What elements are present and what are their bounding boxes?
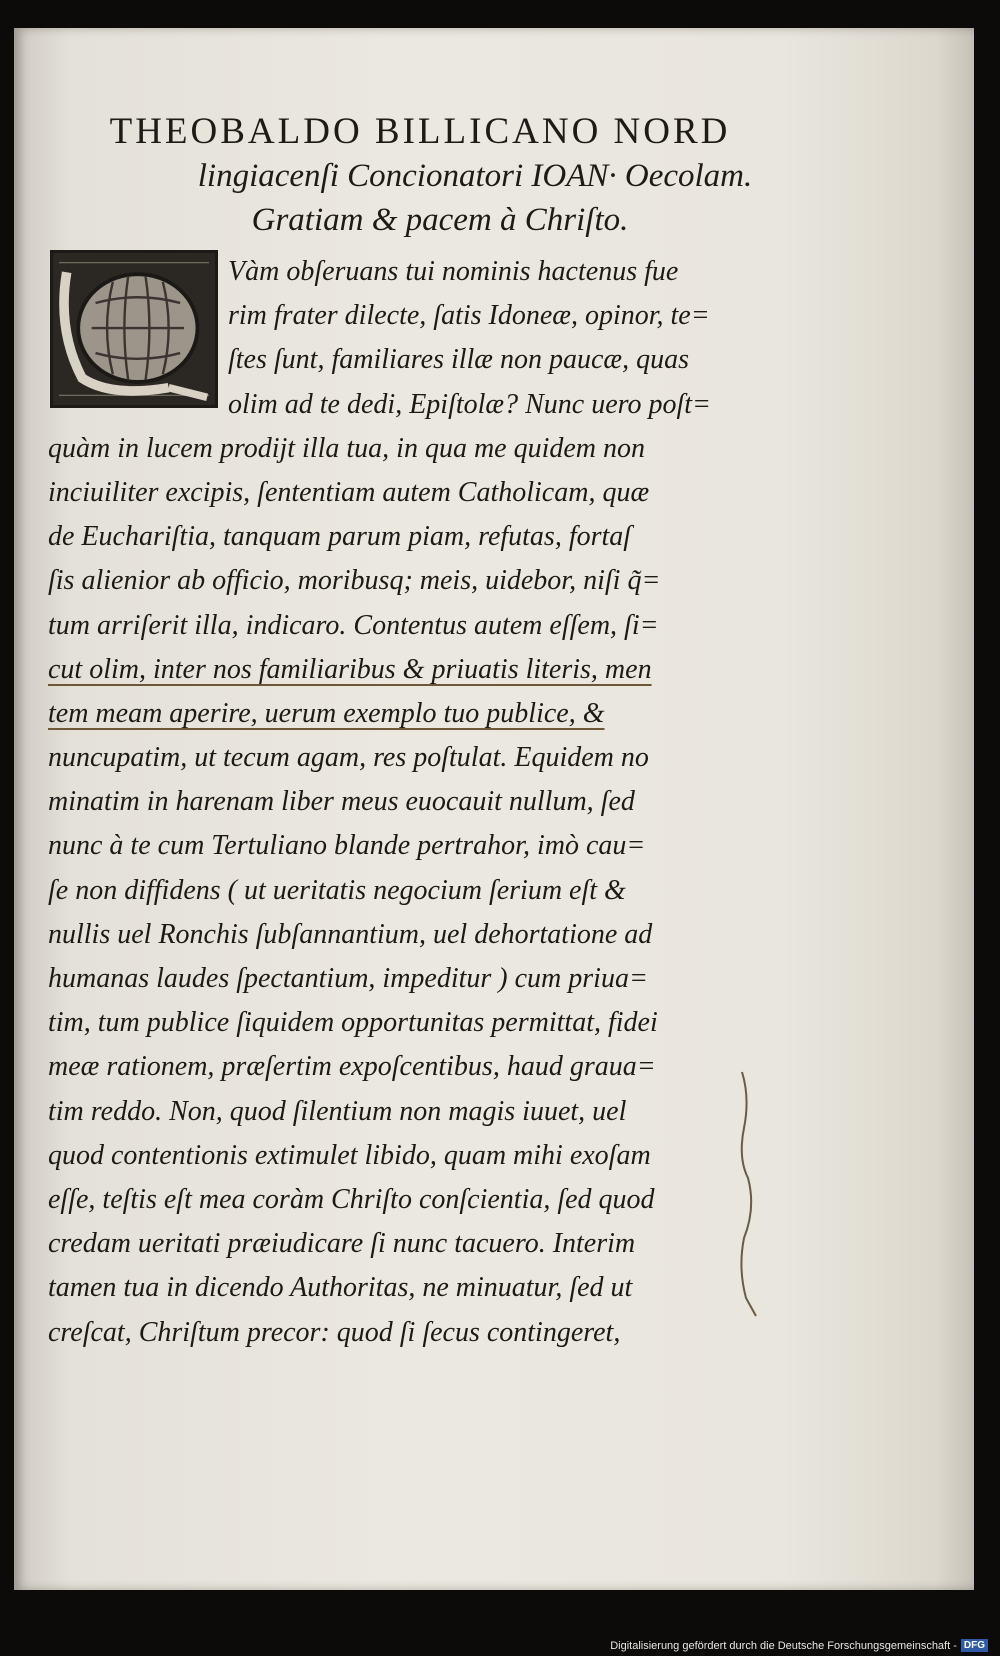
- text-line: minatim in harenam liber meus euocauit nullum, ſed: [48, 786, 635, 818]
- text-line: tum arriſerit illa, indicaro. Contentus autem eſſem, ſi=: [48, 609, 659, 641]
- text-line-underlined: tem meam aperire, uerum exemplo tuo publice, &: [48, 697, 605, 729]
- text-line: quod contentionis extimulet libido, quam mihi exoſam: [48, 1139, 651, 1171]
- text-line: quàm in lucem prodijt illa tua, in qua me quidem non: [48, 432, 646, 464]
- text-line: ſe non diffidens ( ut ueritatis negocium ſerium eſt &: [48, 874, 626, 906]
- text-line: rim frater dilecte, ſatis Idoneæ, opinor, te=: [228, 300, 710, 332]
- text-line: ſtes ſunt, familiares illæ non paucæ, quas: [228, 344, 689, 376]
- text-line: meæ rationem, præſertim expoſcentibus, haud graua=: [48, 1051, 656, 1083]
- text-line: credam ueritati præiudicare ſi nunc tacuero. Interim: [48, 1228, 636, 1260]
- margin-bracket-icon: [736, 1068, 762, 1318]
- text-line: tamen tua in dicendo Authoritas, ne minuatur, ſed ut: [48, 1272, 633, 1304]
- footer-text: Digitalisierung gefördert durch die Deutsche Forschungsgemeinschaft -: [610, 1639, 957, 1652]
- text-line: eſſe, teſtis eſt mea coràm Chriſto conſcientia, ſed quod: [48, 1183, 655, 1215]
- text-line: nullis uel Ronchis ſubſannantium, uel dehortatione ad: [48, 918, 653, 950]
- text-line: tim, tum publice ſiquidem opportunitas permittat, fidei: [48, 1007, 658, 1039]
- dfg-logo-icon: DFG: [961, 1639, 988, 1652]
- text-line: tim reddo. Non, quod ſilentium non magis iuuet, uel: [48, 1095, 627, 1127]
- text-line: de Euchariſtia, tanquam parum piam, refutas, fortaſ: [48, 521, 632, 553]
- text-line: nunc à te cum Tertuliano blande pertrahor, imò cau=: [48, 830, 646, 862]
- text-line: nuncupatim, ut tecum agam, res poſtulat. Equidem no: [48, 742, 649, 774]
- text-line: creſcat, Chriſtum precor: quod ſi ſecus contingeret,: [48, 1316, 621, 1348]
- dedication-heading: [14, 110, 826, 242]
- text-line: ſis alienior ab officio, moribusq; meis, uidebor, niſi q̃=: [48, 565, 661, 597]
- text-line: olim ad te dedi, Epiſtolæ? Nunc uero poſt=: [228, 388, 711, 420]
- book-page: [14, 28, 974, 1590]
- heading-line-2: lingiacenſi Concionatori IOAN· Oecolam.: [197, 158, 753, 194]
- digitization-footer: [610, 1639, 988, 1652]
- text-line: humanas laudes ſpectantium, impeditur ) cum priua=: [48, 963, 648, 994]
- heading-line-1: THEOBALDO BILLICANO NORD: [109, 111, 731, 152]
- text-line: inciuiliter excipis, ſententiam autem Catholicam, quæ: [48, 476, 650, 508]
- text-line-underlined: cut olim, inter nos familiaribus & priuatis literis, men: [48, 653, 652, 685]
- text-line: Vàm obſeruans tui nominis hactenus fue: [228, 256, 679, 287]
- heading-line-3: Gratiam & pacem à Chriſto.: [251, 202, 629, 238]
- body-text: [48, 250, 748, 1355]
